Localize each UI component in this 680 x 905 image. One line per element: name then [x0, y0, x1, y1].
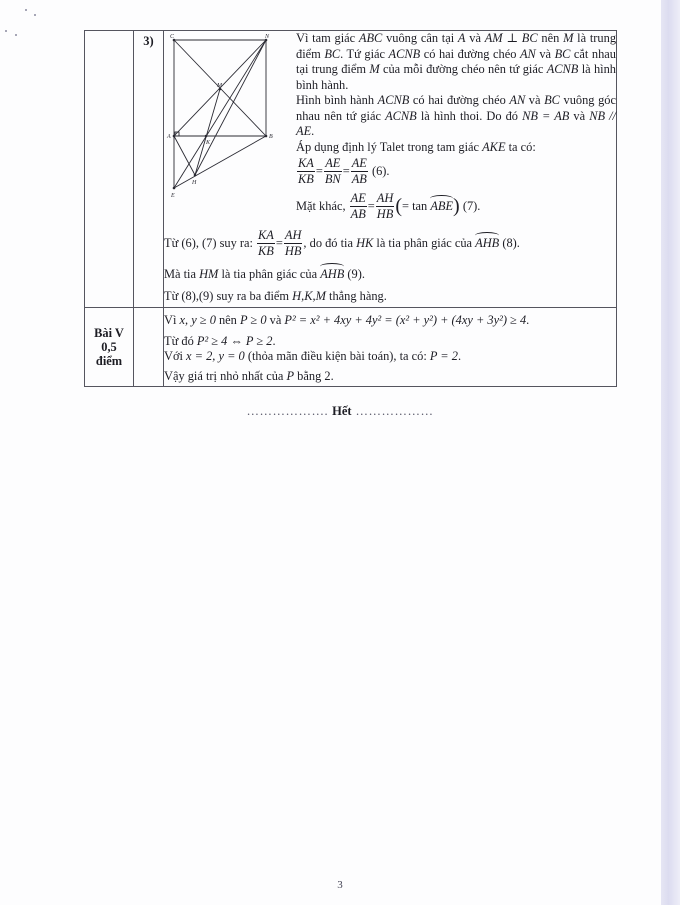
math: HK: [356, 235, 374, 250]
math: M: [369, 62, 380, 76]
table-row-problem-v: [85, 308, 617, 387]
text: là tia phân giác của: [218, 267, 321, 281]
math: 2: [324, 368, 331, 383]
text: và: [525, 93, 545, 107]
line-collinear: [164, 286, 616, 308]
text: . Tứ giác: [340, 46, 389, 61]
end-label: Hết: [332, 404, 352, 418]
math: AN: [509, 93, 526, 107]
equals: =: [342, 163, 350, 178]
equation-6: [296, 156, 616, 187]
part-cell: [134, 31, 164, 308]
text: nên: [215, 313, 240, 327]
problem-cell-empty: [85, 31, 134, 308]
text: là hình thoi. Do đó: [416, 108, 523, 123]
text: .: [526, 313, 530, 327]
equals: =: [367, 198, 375, 213]
part-label: 3): [143, 34, 154, 48]
text: .: [457, 349, 462, 363]
label-B: B: [269, 134, 273, 140]
angle-AHB: AHB: [475, 235, 500, 250]
segment-AH: [174, 136, 195, 175]
problem-title: Bài V: [94, 326, 124, 340]
math: P² = x² + 4xy + 4y² = (x² + y²) + (4xy + 3y²) ≥ 4: [284, 313, 527, 327]
text: Từ đó: [164, 333, 197, 348]
numerator: AH: [376, 191, 394, 205]
text: nên: [537, 31, 564, 45]
text: có hai đường chéo: [420, 46, 520, 61]
math: ACNB: [377, 93, 410, 107]
text: Hình bình hành: [296, 93, 378, 107]
conclusion-lines: [164, 222, 616, 307]
fraction-AE-BN: [324, 156, 342, 187]
problem-score-unit: điểm: [95, 354, 123, 368]
numerator: AE: [350, 191, 366, 205]
math: BC: [324, 46, 341, 61]
text: và: [465, 31, 485, 45]
fraction-AE-AB: [351, 156, 368, 187]
line-bisector-hk: [164, 222, 616, 262]
line-bisector-hm: [164, 262, 616, 286]
math: BC: [544, 93, 560, 107]
math: P² ≥ 4 ⇔ P ≥ 2: [196, 333, 273, 348]
text: của mỗi đường chéo nên tứ giác: [379, 62, 547, 76]
problem-score: 0,5: [101, 340, 117, 354]
line-conclusion: [164, 369, 616, 385]
paren-open: (: [395, 194, 402, 217]
label-C: C: [170, 34, 175, 40]
denominator: HB: [284, 244, 302, 258]
scan-specks: [0, 0, 40, 40]
label-A: A: [167, 134, 171, 140]
denominator: KB: [298, 172, 314, 186]
numerator: AE: [351, 156, 367, 170]
part-cell-empty: [134, 308, 164, 387]
text: = tan: [402, 198, 431, 213]
equals: =: [315, 163, 323, 178]
math: P ≥ 0: [239, 313, 267, 327]
math: A: [457, 31, 466, 45]
figure-side-text: [292, 31, 616, 222]
math: ABC: [358, 31, 383, 45]
math: AN: [519, 46, 536, 61]
equals: =: [275, 235, 283, 250]
text: , do đó tia: [303, 235, 357, 250]
speck: [25, 9, 27, 11]
math: P = 2: [429, 349, 458, 363]
text: thẳng hàng.: [325, 288, 387, 303]
speck: [34, 14, 36, 16]
fraction-AH-HB: [376, 191, 395, 222]
speck: [5, 30, 7, 32]
denominator: AB: [351, 172, 367, 186]
math: HM: [199, 267, 219, 281]
math: ACNB: [388, 46, 421, 61]
text: và: [266, 313, 285, 327]
text: (thỏa mãn điều kiện bài toán), ta có:: [244, 349, 430, 363]
numerator: AH: [284, 228, 302, 242]
dots-right: ………………: [355, 404, 434, 418]
text: có hai đường chéo: [409, 93, 510, 107]
solution-cell: [164, 31, 617, 308]
angle-ABE: ABE: [430, 198, 454, 213]
label-N: N: [265, 34, 270, 40]
label-M: M: [217, 83, 222, 89]
math: H,K,M: [292, 288, 326, 303]
math: AKE: [482, 139, 506, 154]
segment-HM: [195, 89, 220, 175]
problem-cell: [85, 308, 134, 387]
solution-table: [84, 30, 617, 387]
label-H: H: [192, 180, 197, 186]
denominator: KB: [258, 244, 274, 258]
text: Mà tia: [164, 267, 200, 281]
text: Từ (6), (7) suy ra:: [164, 235, 257, 250]
text: .: [272, 333, 276, 348]
text: Vì tam giác: [296, 31, 359, 45]
paragraph-parallelogram: [296, 31, 616, 93]
denominator: HB: [376, 207, 394, 221]
segment-EN: [174, 40, 266, 188]
solution-cell: [164, 308, 617, 387]
text: bằng: [294, 368, 325, 383]
text: .: [330, 368, 334, 383]
fraction-AH-HB: [284, 228, 303, 259]
text: Vậy giá trị nhỏ nhất của: [164, 368, 287, 383]
figure-and-text: [164, 31, 616, 222]
denominator: BN: [324, 172, 341, 186]
math: ACNB: [546, 62, 579, 76]
text: và: [535, 46, 555, 61]
text: và: [569, 108, 590, 123]
text: Với: [164, 349, 187, 363]
math: NB // AE: [296, 108, 616, 138]
line-deduction: [164, 334, 616, 350]
numerator: KA: [258, 228, 274, 242]
math: NB = AB: [522, 108, 570, 123]
math: BC: [554, 46, 571, 61]
text: ta có:: [505, 139, 536, 154]
label-K: K: [206, 140, 211, 146]
text: Mặt khác,: [296, 198, 349, 213]
dots-left: ……………….: [246, 404, 329, 418]
fraction-AE-AB: [350, 191, 367, 222]
numerator: KA: [298, 156, 314, 170]
scan-edge-shadow: [661, 0, 680, 905]
label-E: E: [171, 193, 175, 199]
denominator: AB: [350, 207, 366, 221]
math: AM ⊥ BC: [484, 31, 538, 45]
math: ACNB: [385, 108, 417, 123]
line-inequality: [164, 311, 616, 334]
paragraph-rhombus: [296, 93, 616, 140]
math: x = 2, y = 0: [186, 349, 245, 363]
speck: [15, 34, 17, 36]
text: Áp dụng định lý Talet trong tam giác: [296, 139, 483, 154]
text: vuông góc nhau nên tứ giác: [296, 93, 616, 123]
math: x, y ≥ 0: [179, 313, 216, 327]
line-equality-case: [164, 349, 616, 369]
math: M: [563, 31, 574, 45]
text: .: [311, 124, 315, 138]
math: P: [286, 368, 295, 383]
text: là hình bình hành.: [296, 62, 616, 92]
text: Từ (8),(9) suy ra ba điểm: [164, 288, 293, 303]
fraction-KA-KB: [297, 156, 315, 187]
paren-close: ): [453, 194, 460, 217]
text: vuông cân tại: [382, 31, 458, 45]
equation-tag: (8).: [499, 235, 520, 250]
geometry-figure: [164, 33, 292, 203]
text: là tia phân giác của: [373, 235, 476, 250]
text: cắt nhau tại trung điểm: [296, 46, 616, 76]
equation-tag: (7).: [459, 198, 481, 213]
segment-HN: [195, 40, 266, 175]
text: là trung điểm: [296, 31, 617, 61]
angle-AHB: AHB: [320, 267, 345, 281]
text: Vì: [164, 313, 180, 327]
paragraph-thales: [296, 140, 616, 156]
numerator: AE: [325, 156, 341, 170]
table-row-problem-iv-part3: [85, 31, 617, 308]
page-number: 3: [337, 879, 343, 891]
equation-tag: (6).: [371, 163, 390, 178]
fraction-KA-KB: [257, 228, 275, 259]
equation-tag: (9).: [344, 267, 365, 281]
end-of-document-mark: [0, 404, 680, 419]
equation-7: [296, 191, 616, 222]
